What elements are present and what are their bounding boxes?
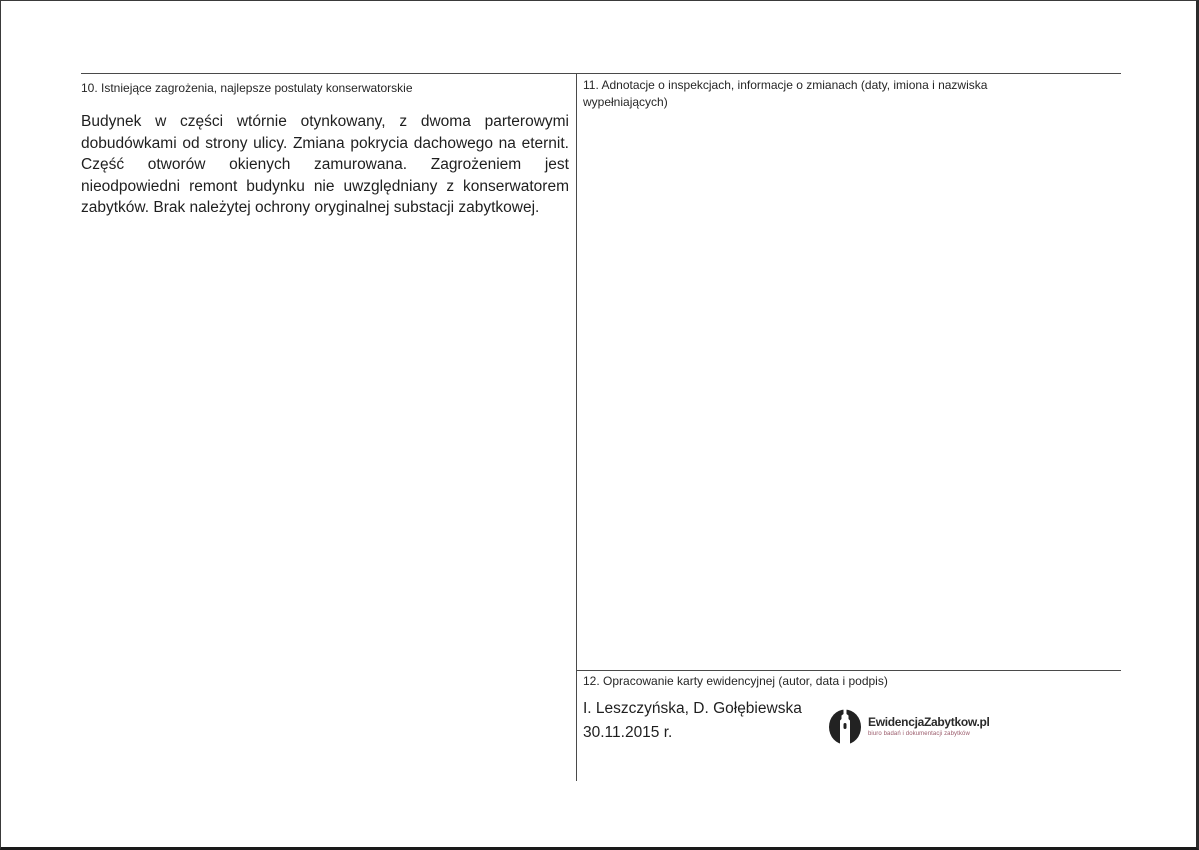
section-11-heading-line: 11. Adnotacje o inspekcjach, informacje o zmianach (daty, imiona i nazwiska	[583, 78, 988, 92]
section-11-heading-line: wypełniających)	[583, 95, 668, 109]
top-rule	[81, 73, 1121, 74]
body-line: Budynek w części wtórnie otynkowany, z dwoma parterowymi	[81, 113, 569, 130]
logo-title: EwidencjaZabytkow.pl	[868, 715, 990, 729]
column-divider	[576, 73, 577, 781]
logo-subtitle: biuro badań i dokumentacji zabytków	[868, 731, 970, 737]
section-10-body	[81, 111, 569, 219]
section-12-date: 30.11.2015 r.	[583, 724, 673, 741]
body-line: nieodpowiedni remont budynku nie uwzględniany z konserwatorem	[81, 177, 569, 195]
body-line: dobudówkami od strony ulicy. Zmiana pokrycia dachowego na eternit.	[81, 134, 569, 152]
section-12-heading: 12. Opracowanie karty ewidencyjnej (autor, data i podpis)	[583, 674, 888, 688]
logo-text	[868, 716, 990, 737]
body-line: Część otworów okienych zamurowana. Zagrożeniem jest	[81, 156, 569, 173]
ewidencja-zabytkow-logo	[828, 708, 990, 745]
section-10-heading: 10. Istniejące zagrożenia, najlepsze postulaty konserwatorskie	[81, 81, 413, 95]
body-line: zabytków. Brak należytej ochrony oryginalnej substacji zabytkowej.	[81, 199, 540, 216]
church-tower-circle-icon	[828, 708, 862, 745]
section-12-authors: I. Leszczyńska, D. Gołębiewska	[583, 700, 802, 717]
section-11-heading	[583, 77, 987, 111]
section12-rule	[576, 670, 1121, 671]
